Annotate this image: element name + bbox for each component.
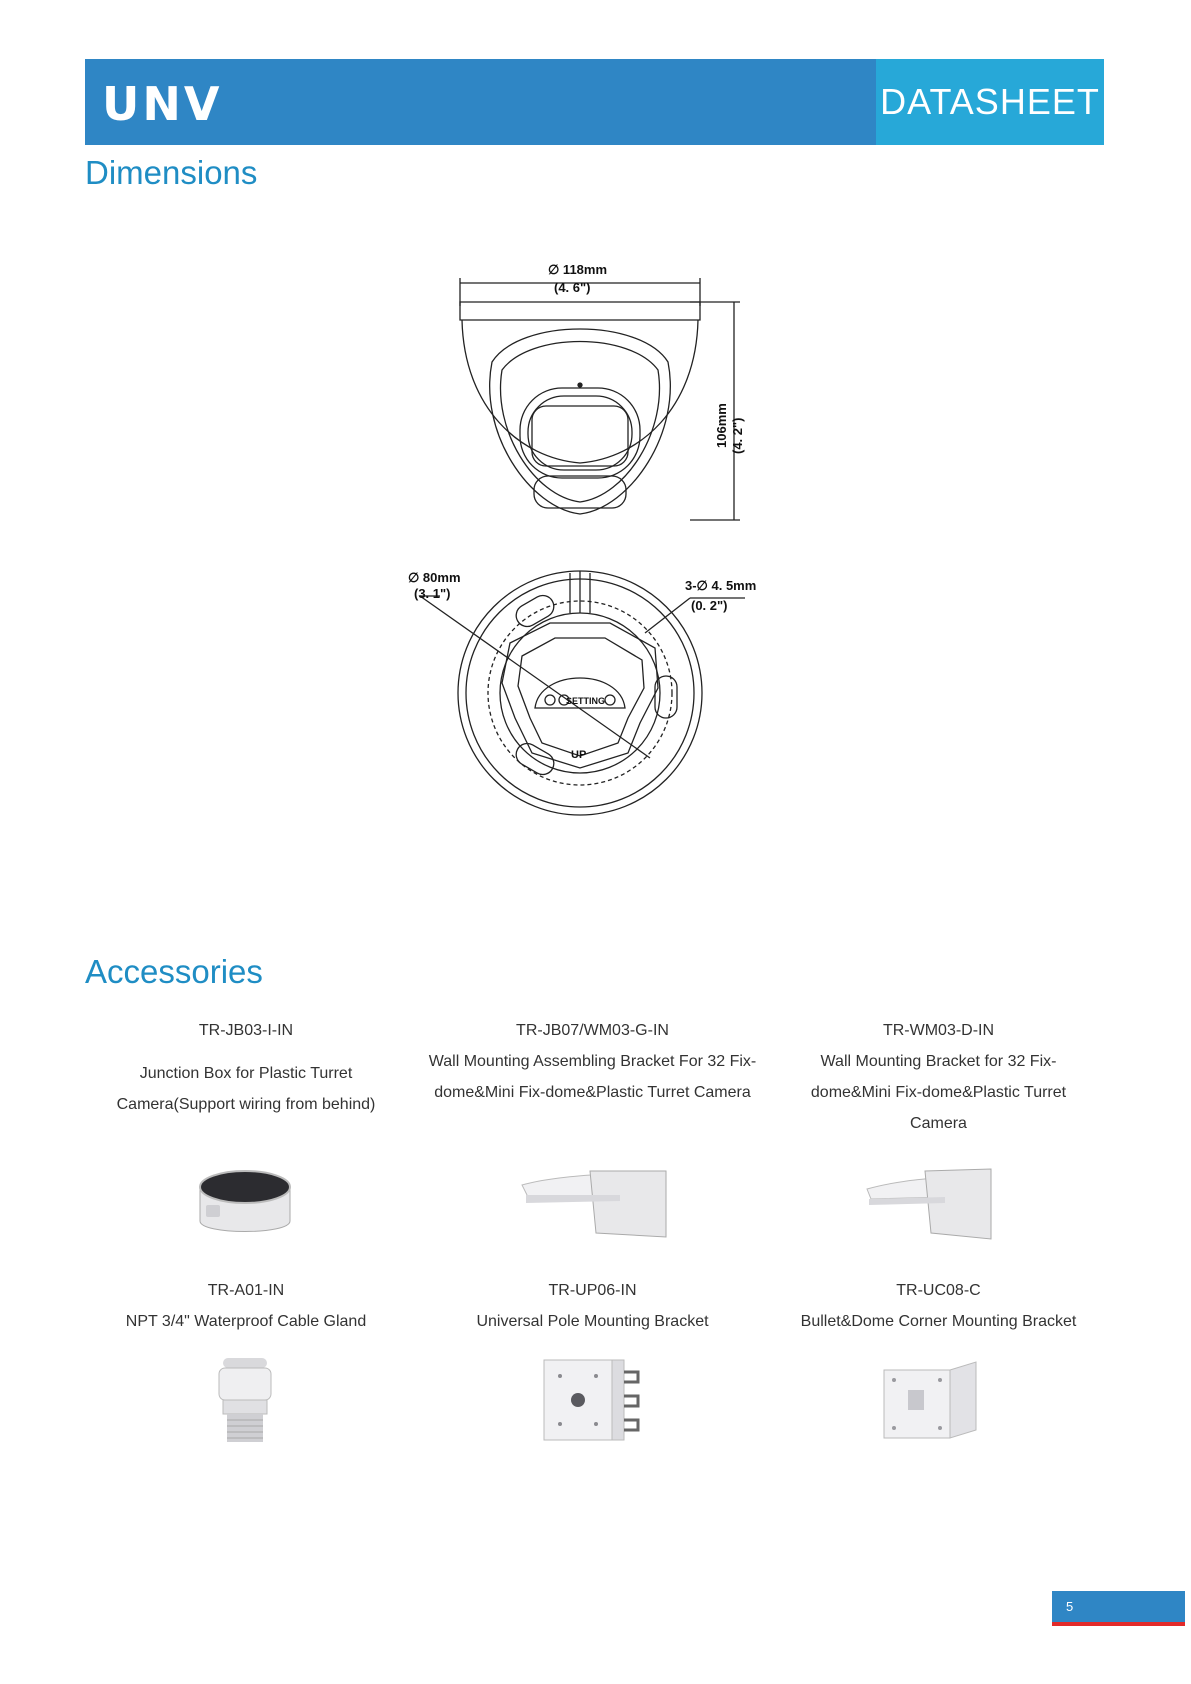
dim-width-in: (4. 6") <box>554 280 591 295</box>
brand-logo: UNV <box>102 77 223 131</box>
accessory-model: TR-WM03-D-IN <box>882 1022 995 1039</box>
page-number: 5 <box>1052 1591 1185 1622</box>
setting-label: SETTING <box>566 696 606 706</box>
accessory-item <box>766 1015 1111 1139</box>
dimensions-title: Dimensions <box>85 154 258 191</box>
corner-mount-image <box>880 1360 980 1440</box>
accessory-desc: Universal Pole Mounting Bracket <box>476 1313 709 1330</box>
accessory-model: TR-A01-IN <box>207 1282 285 1299</box>
dim-height-in: (4. 2") <box>730 417 745 454</box>
camera-side-view-drawing <box>450 258 770 528</box>
accessory-item <box>766 1275 1111 1337</box>
accessory-model: TR-UP06-IN <box>548 1282 637 1299</box>
camera-base-view-drawing <box>400 568 820 828</box>
accessory-desc: Junction Box for Plastic Turret Camera(Support wiring from behind) <box>116 1065 376 1113</box>
dim-base-in: (3. 1") <box>414 586 451 601</box>
accessory-desc: Wall Mounting Assembling Bracket For 32 Fix-dome&Mini Fix-dome&Plastic Turret Camera <box>428 1053 757 1101</box>
accessory-model: TR-UC08-C <box>896 1282 981 1299</box>
accessories-title: Accessories <box>85 953 263 990</box>
dim-height-mm: 106mm <box>714 403 729 448</box>
accessory-item <box>76 1275 416 1337</box>
up-label: UP <box>571 749 587 761</box>
accessory-item <box>76 1015 416 1120</box>
accessory-model: TR-JB03-I-IN <box>198 1022 294 1039</box>
accessory-desc: NPT 3/4" Waterproof Cable Gland <box>125 1313 367 1330</box>
accessory-item <box>420 1275 765 1337</box>
accessory-desc: Wall Mounting Bracket for 32 Fix-dome&Mini Fix-dome&Plastic Turret Camera <box>810 1053 1067 1132</box>
page-number-underline <box>1052 1622 1185 1626</box>
datasheet-badge: DATASHEET <box>876 59 1104 145</box>
cable-gland-image <box>215 1354 275 1446</box>
wall-bracket-image <box>865 1165 995 1245</box>
dim-hole-in: (0. 2") <box>691 598 728 613</box>
header-banner <box>85 59 1104 145</box>
dim-width-mm: ∅ 118mm <box>548 262 608 277</box>
dim-hole-mm: 3-∅ 4. 5mm <box>685 578 757 593</box>
dim-base-mm: ∅ 80mm <box>408 570 461 585</box>
accessory-desc: Bullet&Dome Corner Mounting Bracket <box>800 1313 1077 1330</box>
junction-box-image <box>196 1165 294 1243</box>
wall-bracket-assembly-image <box>520 1165 670 1245</box>
pole-mount-image <box>540 1356 642 1444</box>
accessory-item <box>420 1015 765 1108</box>
accessory-model: TR-JB07/WM03-G-IN <box>516 1022 669 1039</box>
